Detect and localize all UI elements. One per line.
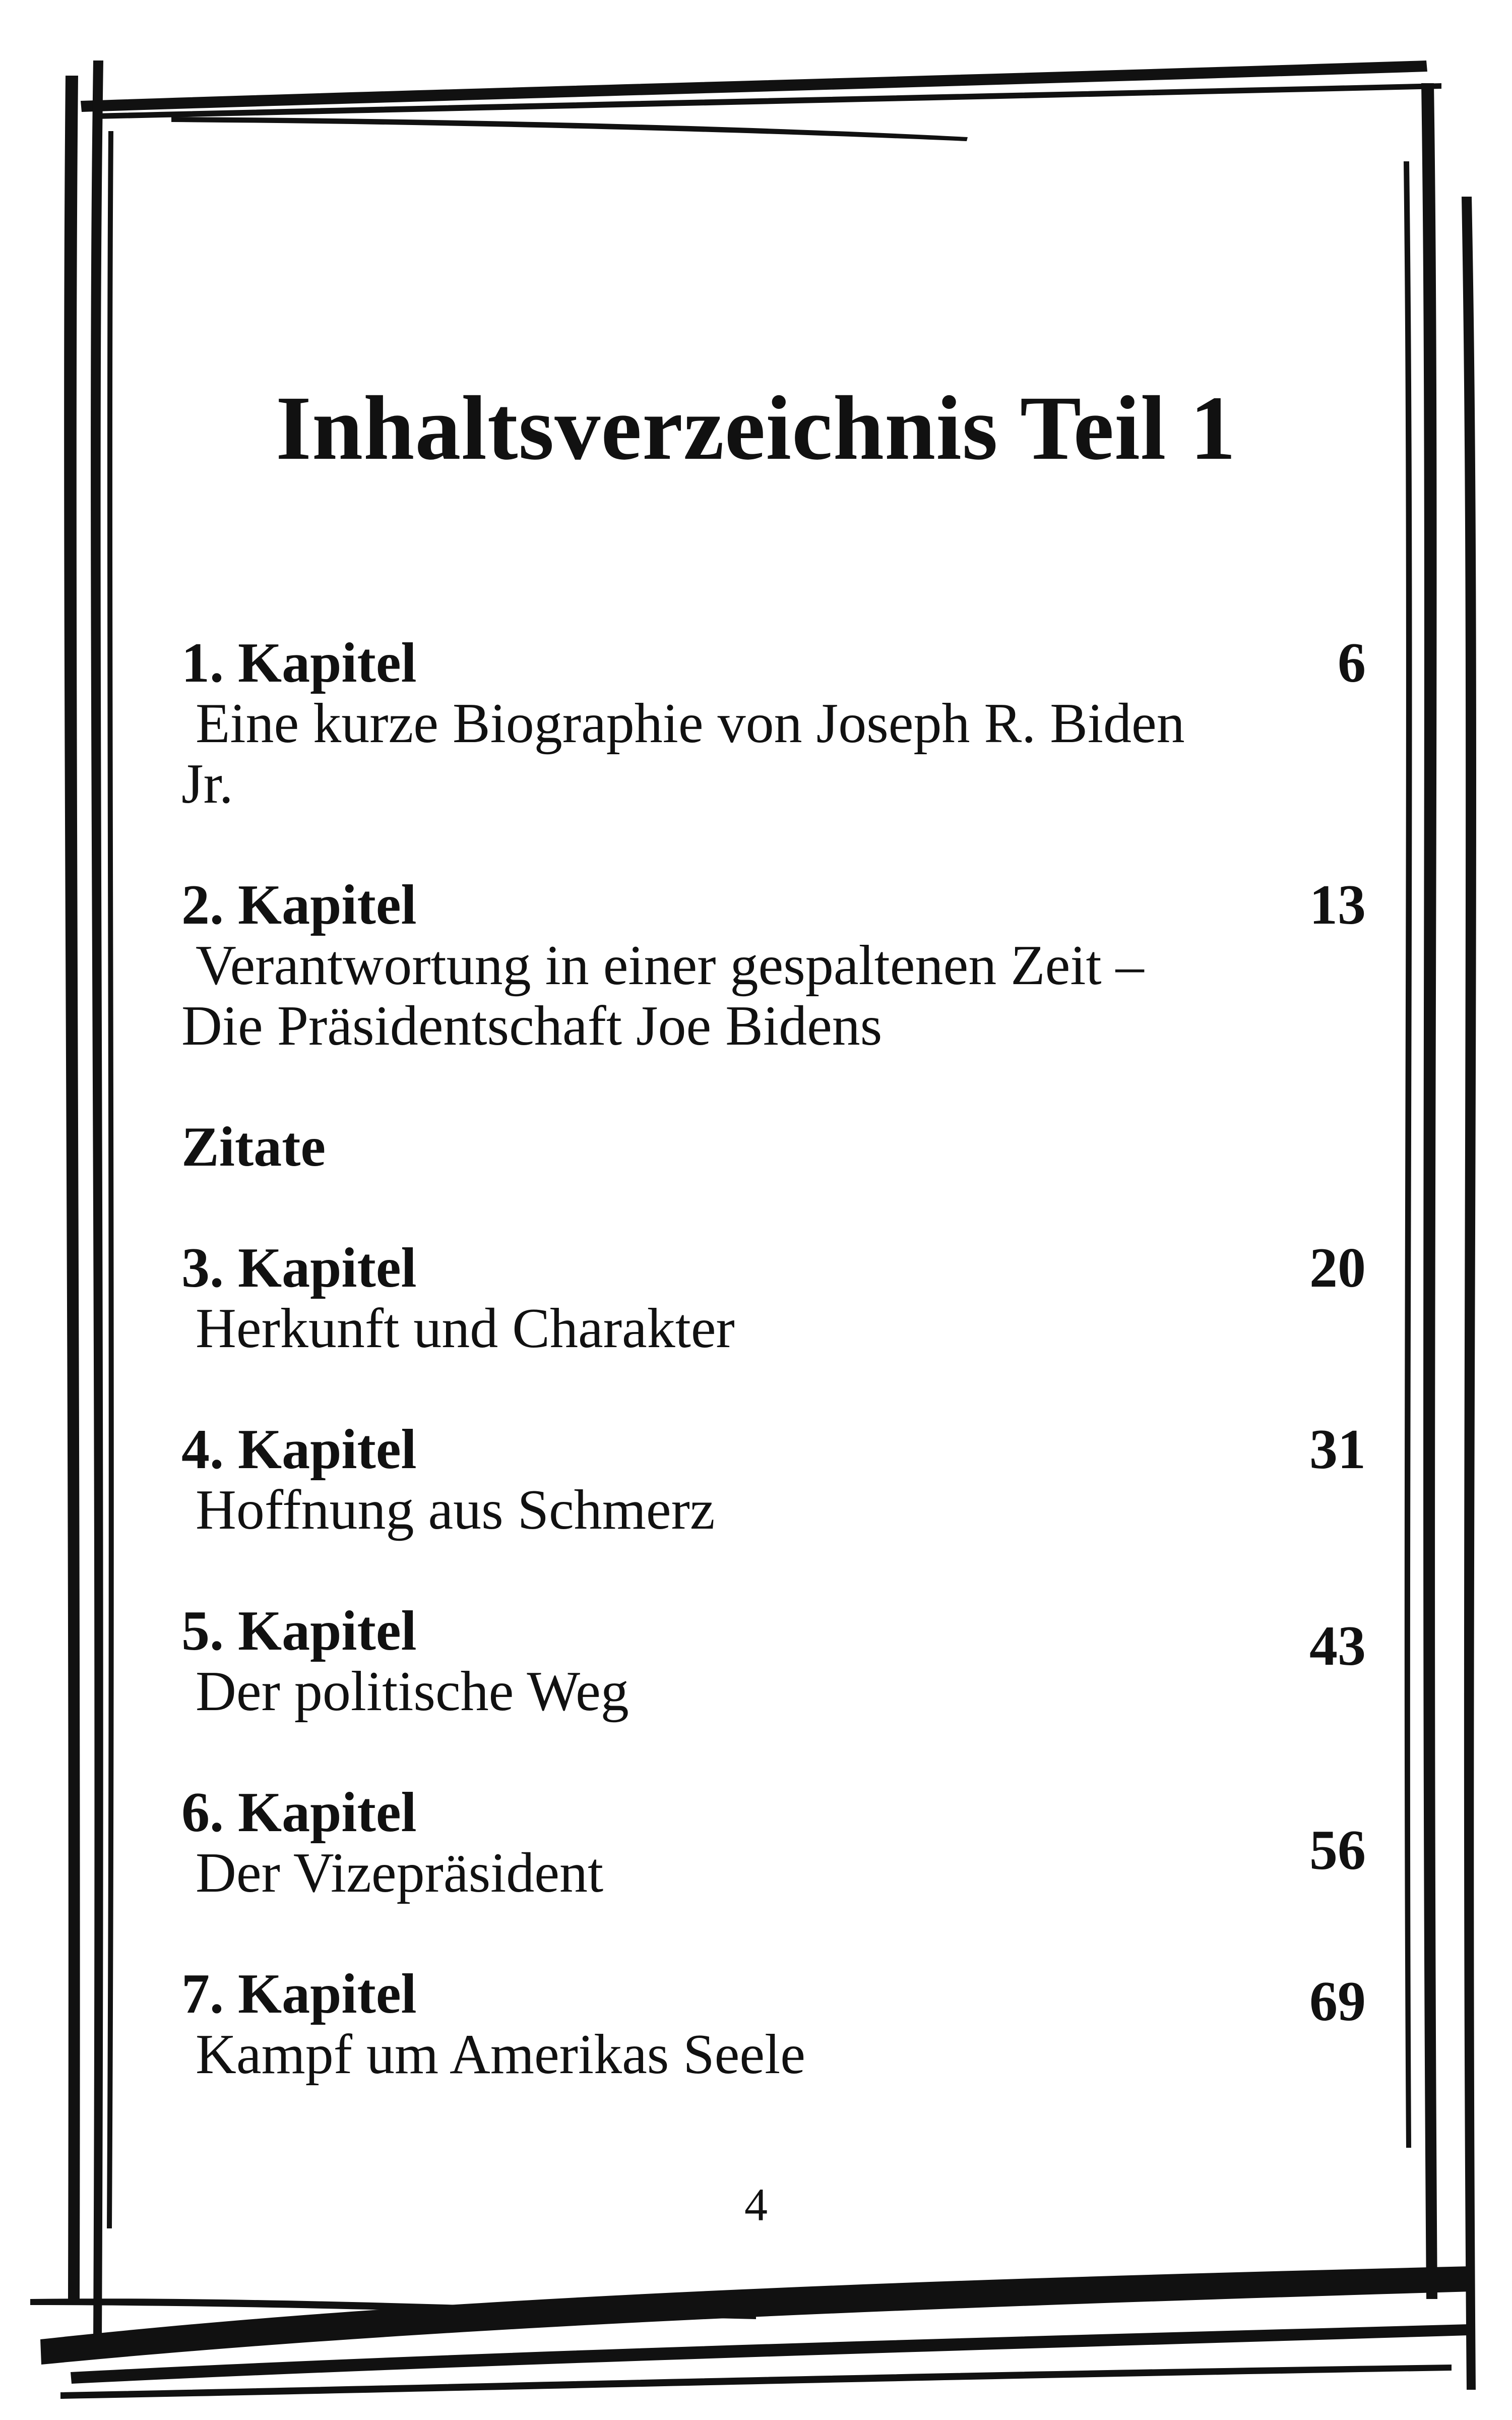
chapter-subtitle: Herkunft und Charakter [196,1297,735,1360]
toc-entry-2 [181,875,1366,1056]
toc-entry-1 [181,633,1366,814]
chapter-subtitle: Der politische Weg [196,1660,629,1723]
chapter-subtitle: Der Vizepräsident [196,1842,604,1904]
chapter-heading: 1. Kapitel [181,632,417,694]
chapter-subtitle: Eine kurze Biographie von Joseph R. Biden Jr. [181,692,1185,815]
chapter-heading: 4. Kapitel [181,1418,417,1481]
chapter-heading: 3. Kapitel [181,1237,417,1299]
toc-entry-7 [181,1964,1366,2085]
chapter-heading: 6. Kapitel [181,1781,417,1844]
page-number-footer: 4 [744,2179,768,2230]
toc-entry-5 [181,1601,1366,1722]
toc-entry-3 [181,1238,1366,1359]
chapter-heading: 2. Kapitel [181,874,417,936]
chapter-page-number: 13 [1309,874,1366,936]
chapter-page-number: 6 [1338,632,1366,694]
chapter-heading: Zitate [181,1116,326,1178]
toc-entry-6 [181,1782,1366,1903]
chapter-subtitle: Kampf um Amerikas Seele [196,2023,805,2086]
chapter-page-number: 43 [1309,1615,1366,1677]
chapter-page-number: 20 [1309,1237,1366,1299]
chapter-heading: 7. Kapitel [181,1963,417,2025]
chapter-page-number: 31 [1309,1418,1366,1481]
toc-entry-zitate [181,1117,1366,1177]
page-title: Inhaltsverzeichnis Teil 1 [276,378,1236,479]
chapter-heading: 5. Kapitel [181,1600,417,1662]
chapter-subtitle: Verantwortung in einer gespaltenen Zeit – Die Präsidentschaft Joe Bidens [181,934,1144,1057]
toc-entry-4 [181,1419,1366,1540]
chapter-subtitle: Hoffnung aus Schmerz [196,1479,715,1541]
chapter-page-number: 56 [1309,1819,1366,1882]
chapter-page-number: 69 [1309,1970,1366,2033]
